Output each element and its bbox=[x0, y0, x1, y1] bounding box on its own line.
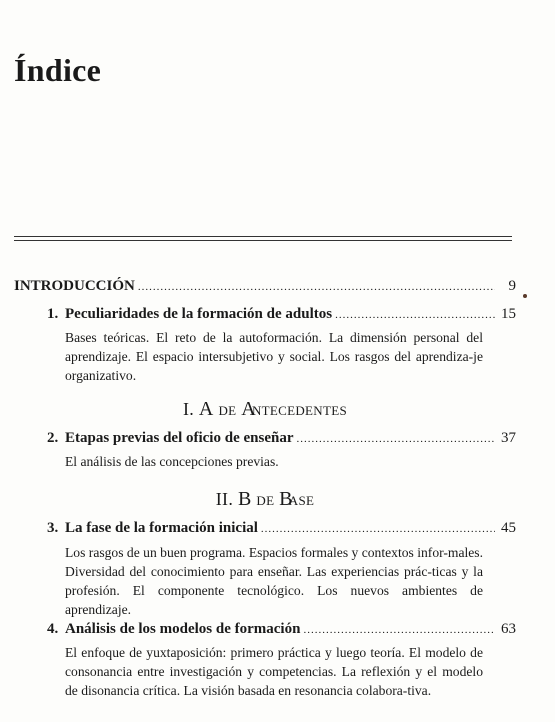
toc-entry[interactable] bbox=[47, 430, 516, 447]
part-number: II. bbox=[215, 489, 234, 509]
entry-title: Análisis de los modelos de formación bbox=[65, 621, 301, 637]
toc-entry[interactable] bbox=[47, 520, 516, 537]
part-letter: B bbox=[237, 488, 252, 510]
entry-number: 4. bbox=[47, 621, 59, 637]
entry-title: La fase de la formación inicial bbox=[65, 520, 258, 536]
page-number: 15 bbox=[501, 306, 516, 322]
page-number: 9 bbox=[508, 278, 516, 294]
page-number: 63 bbox=[501, 621, 516, 637]
toc-entry[interactable] bbox=[47, 621, 516, 638]
toc-entry[interactable] bbox=[47, 306, 516, 323]
page-number: 45 bbox=[501, 520, 516, 536]
entry-description: El enfoque de yuxtaposición: primero práctica y luego teoría. El modelo de consonancia entre investigación y competencias. La reflexión y el modelo de disonancia crítica. La visión basada en resonancia colabora-tiva. bbox=[65, 645, 483, 698]
part-heading bbox=[14, 398, 516, 421]
leader-dots bbox=[303, 624, 495, 636]
entry-title: Etapas previas del oficio de enseñar bbox=[65, 430, 294, 446]
part-connector: de bbox=[218, 399, 237, 419]
part-word: ntecedentes bbox=[251, 399, 347, 419]
ink-mark bbox=[523, 294, 527, 298]
entry-number: 2. bbox=[47, 430, 59, 446]
leader-dots bbox=[296, 433, 495, 445]
toc-intro[interactable] bbox=[14, 278, 516, 295]
part-word-initial: A bbox=[241, 398, 256, 420]
entry-number: 3. bbox=[47, 520, 59, 536]
entry-description: El análisis de las concepciones previas. bbox=[65, 454, 279, 469]
leader-dots bbox=[261, 523, 495, 535]
part-connector: de bbox=[256, 489, 275, 509]
part-word: ase bbox=[288, 489, 315, 509]
page-title: Índice bbox=[14, 52, 102, 88]
part-heading bbox=[14, 488, 516, 511]
intro-label: INTRODUCCIÓN bbox=[14, 278, 135, 294]
entry-title: Peculiaridades de la formación de adultos bbox=[65, 306, 333, 322]
divider-rule bbox=[14, 236, 512, 237]
page-number: 37 bbox=[501, 430, 516, 446]
divider-rule bbox=[14, 240, 512, 241]
part-letter: A bbox=[198, 398, 214, 420]
part-number: I. bbox=[183, 399, 195, 419]
leader-dots bbox=[335, 309, 495, 321]
part-word-initial: B bbox=[279, 488, 293, 510]
entry-description: Los rasgos de un buen programa. Espacios formales y contextos infor-males. Diversidad del conocimiento para enseñar. Las experiencias prác-ticas y la profesión. El componente tecnológico. Los nuevos ambientes de aprendizaje. bbox=[65, 545, 484, 617]
leader-dots bbox=[138, 281, 495, 293]
entry-description: Bases teóricas. El reto de la autoformación. La dimensión personal del aprendizaje. El espacio intersubjetivo y social. Los rasgos del aprendiza-je organizativo. bbox=[65, 330, 483, 383]
entry-number: 1. bbox=[47, 306, 59, 322]
